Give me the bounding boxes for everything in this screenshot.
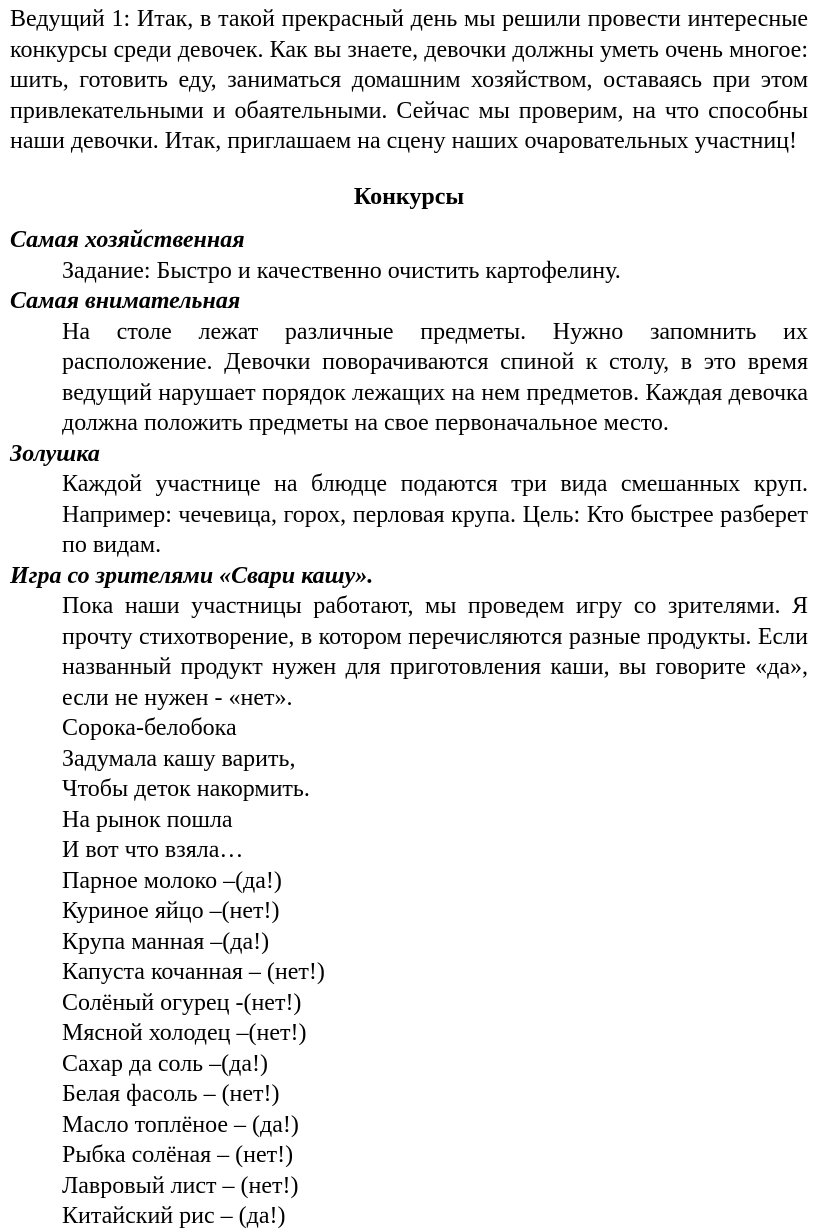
contest-title: Самая хозяйственная — [10, 227, 245, 253]
poem-line: Крупа манная –(да!) — [62, 928, 270, 955]
intro-paragraph: Ведущий 1: Итак, в такой прекрасный день мы решили провести интересные конкурсы среди девочек. Как вы знаете, девочки должны уметь очень многое: шить, готовить еду, заниматься домашним хозяйством, оставаясь при этом привлекательными и обаятельными. Сейчас мы проверим, на что способны наши девочки. Итак, приглашаем на сцену наших очаровательных участниц! — [10, 6, 808, 154]
poem-line: На рынок пошла — [62, 806, 233, 833]
poem-line: Белая фасоль – (нет!) — [62, 1081, 280, 1107]
poem-line: Китайский рис – (да!) — [62, 1203, 286, 1229]
poem-line: Капуста кочанная – (нет!) — [62, 959, 325, 985]
contest-title: Самая внимательная — [10, 288, 241, 314]
contest-title: Золушка — [10, 440, 100, 467]
poem-line: Мясной холодец –(нет!) — [62, 1020, 307, 1046]
contest-description: Задание: Быстро и качественно очистить картофелину. — [62, 257, 621, 284]
poem-line: Масло топлёное – (да!) — [62, 1111, 299, 1138]
contest-section — [10, 561, 808, 714]
contest-title: Игра со зрителями «Свари кашу». — [10, 562, 374, 589]
poem-line: Лавровый лист – (нет!) — [62, 1172, 299, 1199]
poem-line: И вот что взяла… — [62, 837, 244, 863]
contest-description: Каждой участнице на блюдце подаются три вида смешанных круп. Например: чечевица, горох, перловая крупа. Цель: Кто быстрее разберет по видам. — [62, 471, 808, 558]
poem-line: Парное молоко –(да!) — [62, 867, 282, 894]
contest-description: На столе лежат различные предметы. Нужно запомнить их расположение. Девочки поворачиваются спиной к столу, в это время ведущий нарушает порядок лежащих на нем предметов. Каждая девочка должна положить предметы на свое первоначальное место. — [62, 318, 808, 436]
poem-line: Куриное яйцо –(нет!) — [62, 898, 280, 924]
poem-line: Сорока-белобока — [62, 715, 237, 741]
poem-line: Солёный огурец -(нет!) — [62, 989, 302, 1016]
poem-line: Задумала кашу варить, — [62, 745, 296, 772]
poem-line: Чтобы деток накормить. — [62, 776, 310, 802]
poem-line: Рыбка солёная – (нет!) — [62, 1142, 294, 1168]
poem — [62, 713, 808, 1232]
contest-section — [10, 439, 808, 561]
poem-line: Сахар да соль –(да!) — [62, 1050, 268, 1077]
contest-description: Пока наши участницы работают, мы проведем игру со зрителями. Я прочту стихотворение, в котором перечисляются разные продукты. Если названный продукт нужен для приготовления каши, вы говорите «да», если не нужен - «нет». — [62, 593, 808, 711]
contest-section — [10, 286, 808, 439]
contest-section — [10, 225, 808, 286]
section-heading: Конкурсы — [353, 183, 465, 210]
